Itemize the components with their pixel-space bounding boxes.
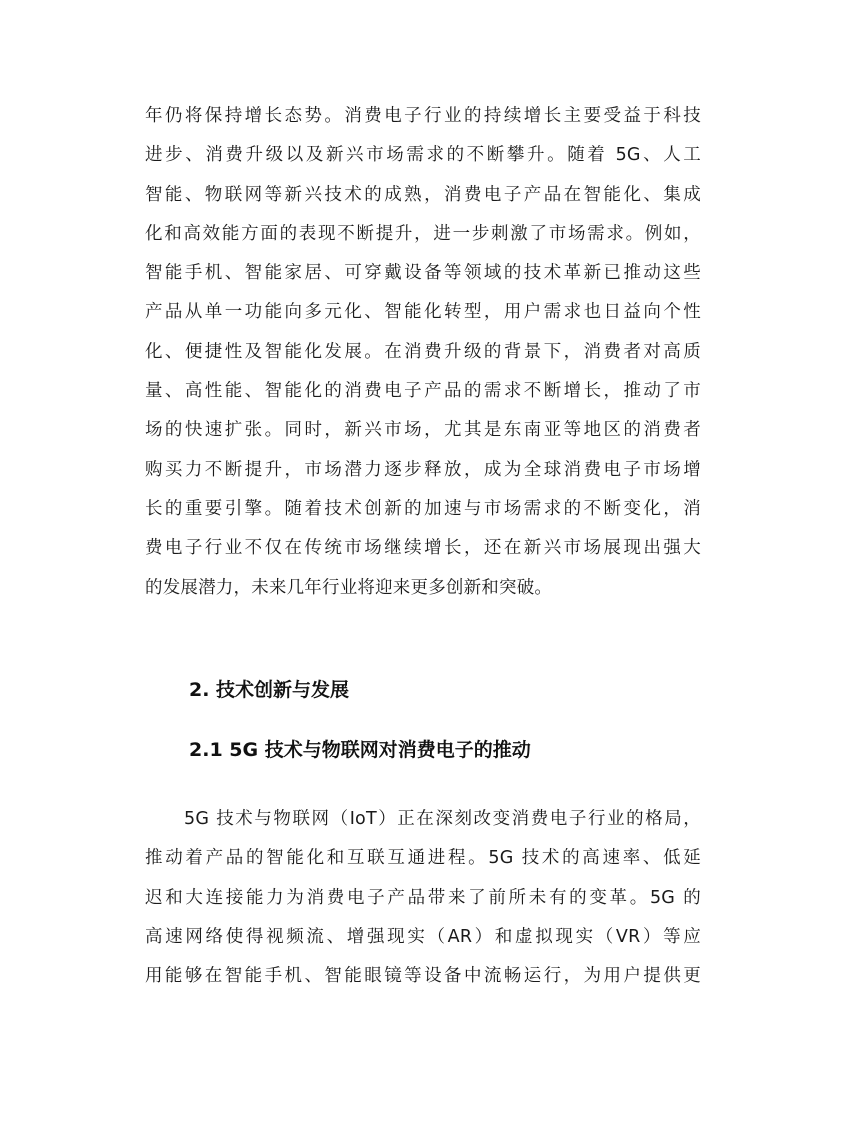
- paragraph-line: 购买力不断提升，市场潜力逐步释放，成为全球消费电子市场增: [145, 459, 701, 480]
- paragraph-line: 化和高效能方面的表现不断提升，进一步刺激了市场需求。例如，: [145, 223, 701, 244]
- subsection-heading: 2.1 5G 技术与物联网对消费电子的推动: [189, 739, 531, 761]
- body-paragraph-1: [145, 97, 701, 608]
- paragraph-line: 高速网络使得视频流、增强现实（AR）和虚拟现实（VR）等应: [145, 926, 701, 947]
- section-heading: 2. 技术创新与发展: [189, 679, 350, 701]
- paragraph-line: 化、便捷性及智能化发展。在消费升级的背景下，消费者对高质: [145, 341, 701, 362]
- paragraph-line: 智能手机、智能家居、可穿戴设备等领域的技术革新已推动这些: [145, 263, 701, 284]
- paragraph-line: 费电子行业不仅在传统市场继续增长，还在新兴市场展现出强大: [145, 538, 701, 559]
- paragraph-line: 推动着产品的智能化和互联互通进程。5G 技术的高速率、低延: [145, 848, 701, 869]
- paragraph-line: 场的快速扩张。同时，新兴市场，尤其是东南亚等地区的消费者: [145, 420, 701, 441]
- paragraph-line: 进步、消费升级以及新兴市场需求的不断攀升。随着 5G、人工: [145, 145, 701, 166]
- paragraph-line: 智能、物联网等新兴技术的成熟，消费电子产品在智能化、集成: [145, 184, 701, 205]
- paragraph-line: 的发展潜力，未来几年行业将迎来更多创新和突破。: [145, 577, 553, 598]
- paragraph-line: 年仍将保持增长态势。消费电子行业的持续增长主要受益于科技: [145, 106, 701, 126]
- paragraph-line: 5G 技术与物联网（IoT）正在深刻改变消费电子行业的格局，: [184, 809, 701, 829]
- paragraph-line: 长的重要引擎。随着技术创新的加速与市场需求的不断变化，消: [145, 498, 701, 519]
- body-paragraph-2: [145, 800, 701, 996]
- paragraph-line: 量、高性能、智能化的消费电子产品的需求不断增长，推动了市: [145, 381, 701, 402]
- paragraph-line: 迟和大连接能力为消费电子产品带来了前所未有的变革。5G 的: [145, 887, 701, 908]
- paragraph-line: 产品从单一功能向多元化、智能化转型，用户需求也日益向个性: [145, 302, 701, 323]
- paragraph-line: 用能够在智能手机、智能眼镜等设备中流畅运行，为用户提供更: [145, 966, 701, 987]
